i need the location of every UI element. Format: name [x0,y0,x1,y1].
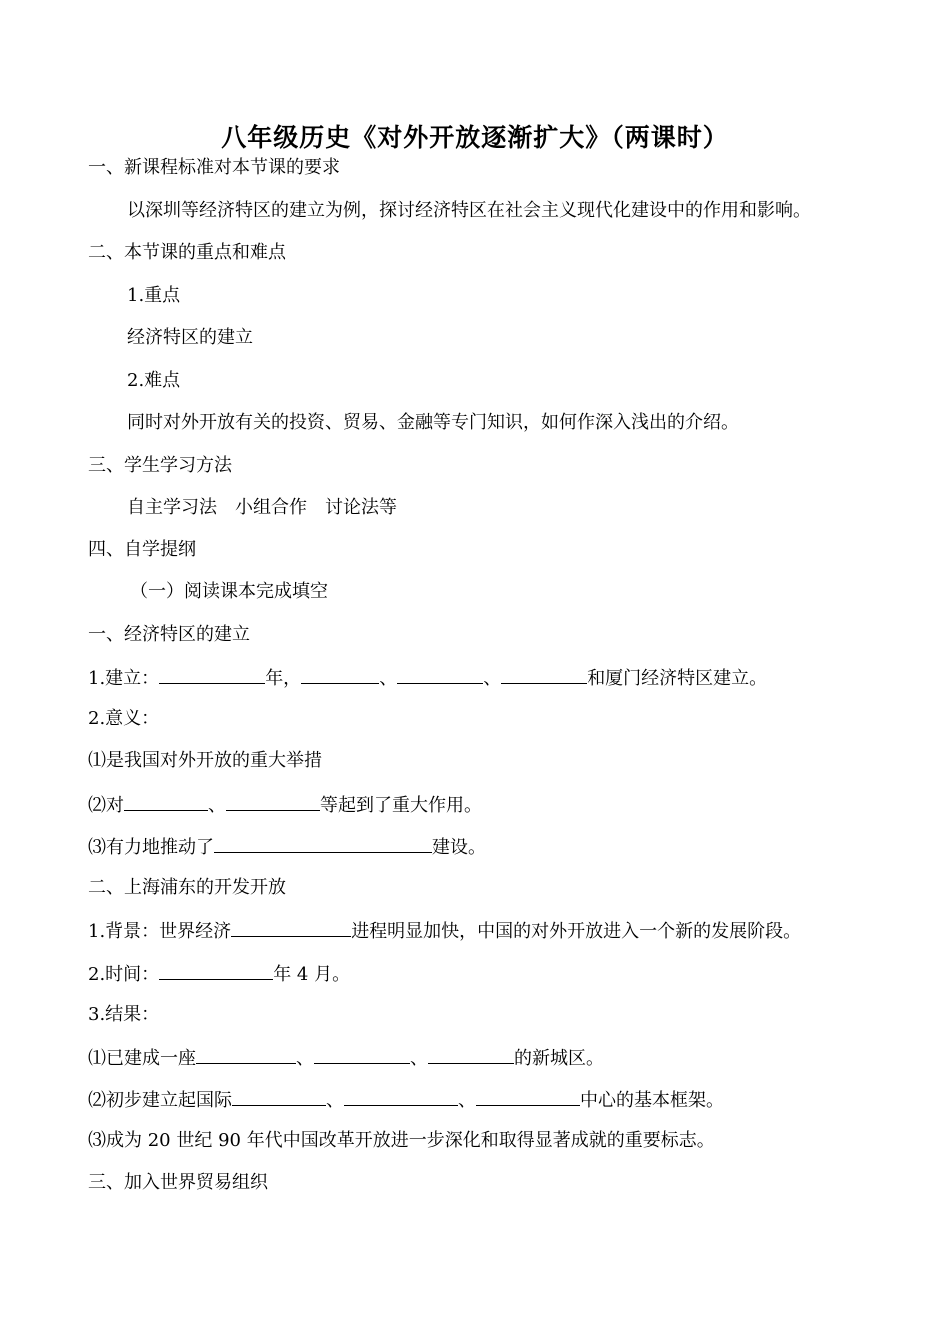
difficulty-text: 同时对外开放有关的投资、贸易、金融等专门知识，如何作深入浅出的介绍。 [127,412,739,433]
fill-blank[interactable] [124,792,208,811]
fill-blank[interactable] [428,1045,514,1064]
establishment-line: 1.建立： 年， 、 、 和厦门经济特区建立。 [88,665,767,691]
result-label: 3.结果： [88,1004,160,1025]
result-item-2: ⑵初步建立起国际 、 、 中心的基本框架。 [88,1087,724,1113]
section-3-heading: 三、学生学习方法 [88,455,232,476]
fill-blank[interactable] [232,1087,326,1106]
fill-blank[interactable] [214,834,432,853]
difficulty-label: 2.难点 [127,370,181,391]
section-4-heading: 四、自学提纲 [88,539,196,560]
key-point-label: 1.重点 [127,285,181,306]
result-item-1: ⑴已建成一座 、 、 的新城区。 [88,1045,604,1071]
fill-blank[interactable] [476,1087,580,1106]
meaning-item-3: ⑶有力地推动了 建设。 [88,834,486,860]
fill-blank[interactable] [301,665,379,684]
time-line: 2.时间： 年 4 月。 [88,961,350,987]
section-1-heading: 一、新课程标准对本节课的要求 [88,157,340,178]
part-1-heading: 一、经济特区的建立 [88,624,250,645]
key-point-text: 经济特区的建立 [127,327,253,348]
meaning-label: 2.意义： [88,708,160,729]
fill-blank[interactable] [196,1045,296,1064]
fill-blank[interactable] [231,918,351,937]
meaning-item-1: ⑴是我国对外开放的重大举措 [88,750,322,771]
fill-blank[interactable] [501,665,587,684]
part-2-heading: 二、上海浦东的开发开放 [88,877,286,898]
meaning-item-2: ⑵对 、 等起到了重大作用。 [88,792,482,818]
section-2-heading: 二、本节课的重点和难点 [88,242,286,263]
fill-blank[interactable] [314,1045,410,1064]
fill-blank[interactable] [159,665,265,684]
background-line: 1.背景：世界经济 进程明显加快，中国的对外开放进入一个新的发展阶段。 [88,918,801,944]
fill-blank[interactable] [397,665,483,684]
result-item-3: ⑶成为 20 世纪 90 年代中国改革开放进一步深化和取得显著成就的重要标志。 [88,1130,715,1151]
section-1-text: 以深圳等经济特区的建立为例，探讨经济特区在社会主义现代化建设中的作用和影响。 [127,200,811,221]
document-title: 八年级历史《对外开放逐渐扩大》（两课时） [221,123,729,152]
part-3-heading: 三、加入世界贸易组织 [88,1172,268,1193]
fill-blank[interactable] [159,961,273,980]
section-3-text: 自主学习法 小组合作 讨论法等 [127,497,397,518]
fill-blank[interactable] [344,1087,458,1106]
section-4-subheading: （一）阅读课本完成填空 [130,581,328,602]
fill-blank[interactable] [226,792,320,811]
